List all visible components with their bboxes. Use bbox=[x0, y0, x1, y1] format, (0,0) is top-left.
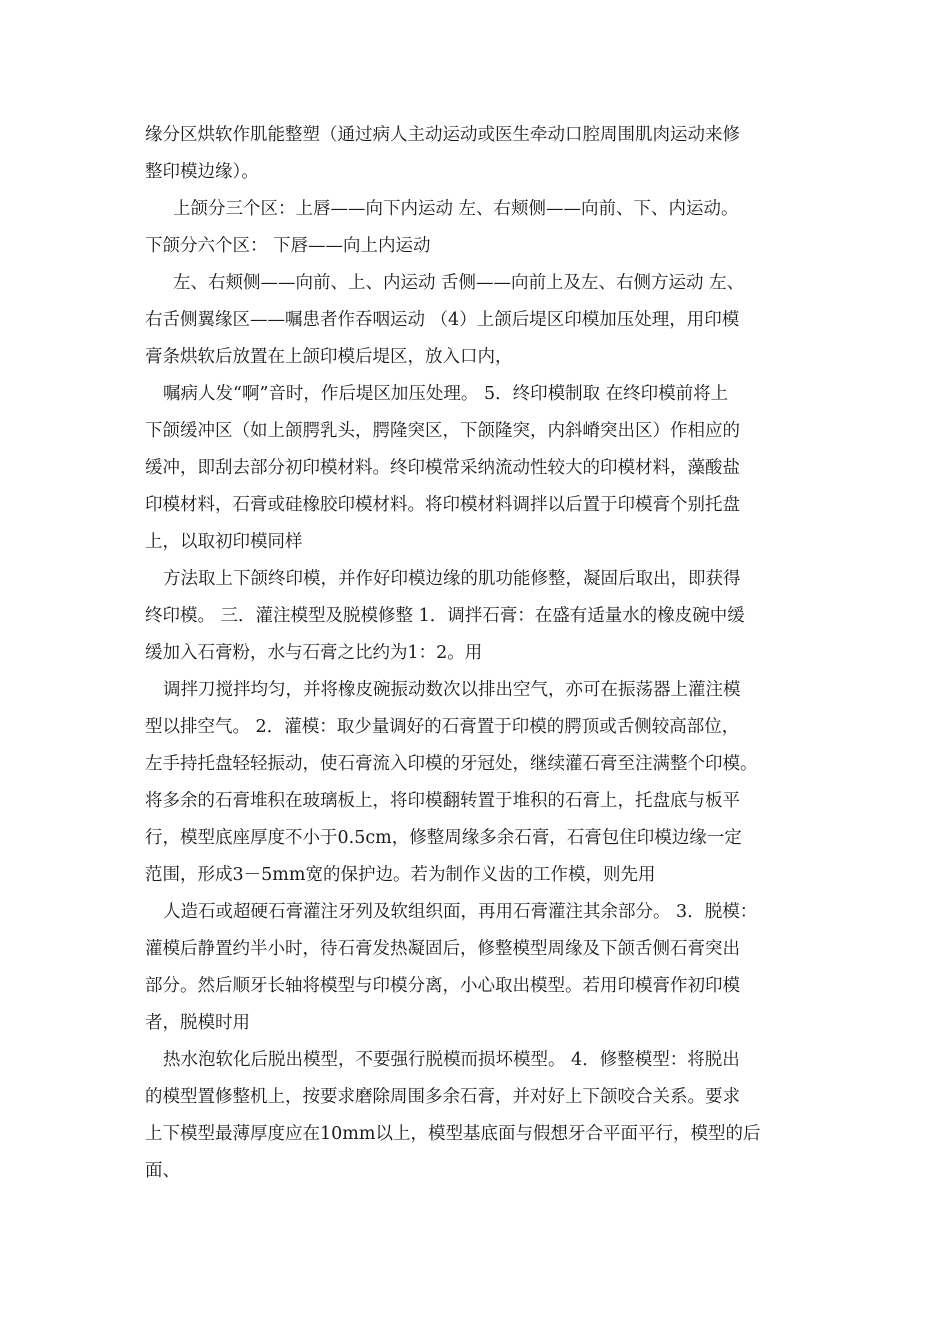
text-line: 上颌分三个区：上唇——向下内运动 左、右颊侧——向前、下、内运动。 bbox=[173, 199, 739, 219]
text-line: 热水泡软化后脱出模型，不要强行脱模而损坏模型。 4．修整模型：将脱出 bbox=[163, 1050, 740, 1070]
text-line: 整印模边缘）。 bbox=[145, 162, 259, 182]
text-line: 部分。然后顺牙长轴将模型与印模分离，小心取出模型。若用印模膏作初印模 bbox=[145, 976, 740, 996]
text-line: 缓冲，即刮去部分初印模材料。终印模常采纳流动性较大的印模材料，藻酸盐 bbox=[145, 458, 740, 478]
body-text bbox=[145, 117, 807, 1190]
text-line: 型以排空气。 2．灌模：取少量调好的石膏置于印模的腭顶或舌侧较高部位， bbox=[145, 717, 740, 737]
text-line: 者，脱模时用 bbox=[145, 1013, 250, 1033]
text-line: 行，模型底座厚度不小于0.5cm，修整周缘多余石膏，石膏包住印模边缘一定 bbox=[145, 828, 742, 848]
text-line: 膏条烘软后放置在上颌印模后堤区，放入口内， bbox=[145, 347, 513, 367]
text-line: 缓加入石膏粉，水与石膏之比约为1：2。用 bbox=[145, 643, 483, 663]
text-line: 灌模后静置约半小时，待石膏发热凝固后，修整模型周缘及下颌舌侧石膏突出 bbox=[145, 939, 740, 959]
text-line: 下颌缓冲区（如上颌腭乳头，腭隆突区，下颌隆突，内斜嵴突出区）作相应的 bbox=[145, 421, 740, 441]
text-line: 左、右颊侧——向前、上、内运动 舌侧——向前上及左、右侧方运动 左、 bbox=[173, 273, 745, 293]
text-line: 方法取上下颌终印模，并作好印模边缘的肌功能修整，凝固后取出，即获得 bbox=[163, 569, 741, 589]
text-line: 嘱病人发“啊”音时，作后堤区加压处理。 5．终印模制取 在终印模前将上 bbox=[163, 384, 729, 404]
text-line: 面、 bbox=[145, 1161, 180, 1181]
text-line: 下颌分六个区： 下唇——向上内运动 bbox=[145, 236, 431, 256]
text-line: 上下模型最薄厚度应在10mm以上，模型基底面与假想牙合平面平行，模型的后 bbox=[145, 1124, 761, 1144]
text-line: 上，以取初印模同样 bbox=[145, 532, 303, 552]
text-line: 左手持托盘轻轻振动，使石膏流入印模的牙冠处，继续灌石膏至注满整个印模。 bbox=[145, 754, 758, 774]
text-line: 终印模。 三．灌注模型及脱模修整 1．调拌石膏：在盛有适量水的橡皮碗中缓 bbox=[145, 606, 745, 626]
text-line: 人造石或超硬石膏灌注牙列及软组织面，再用石膏灌注其余部分。 3．脱模： bbox=[163, 902, 758, 922]
text-line: 范围，形成3－5mm宽的保护边。若为制作义齿的工作模，则先用 bbox=[145, 865, 656, 885]
text-line: 缘分区烘软作肌能整塑（通过病人主动运动或医生牵动口腔周围肌肉运动来修 bbox=[145, 125, 740, 145]
text-line: 将多余的石膏堆积在玻璃板上，将印模翻转置于堆积的石膏上，托盘底与板平 bbox=[145, 791, 740, 811]
text-line: 印模材料，石膏或硅橡胶印模材料。将印模材料调拌以后置于印模膏个别托盘 bbox=[145, 495, 740, 515]
text-line: 调拌刀搅拌均匀，并将橡皮碗振动数次以排出空气，亦可在振荡器上灌注模 bbox=[163, 680, 741, 700]
text-line: 的模型置修整机上，按要求磨除周围多余石膏，并对好上下颌咬合关系。要求 bbox=[145, 1087, 740, 1107]
text-line: 右舌侧翼缘区——嘱患者作吞咽运动 （4）上颌后堤区印模加压处理，用印模 bbox=[145, 310, 740, 330]
